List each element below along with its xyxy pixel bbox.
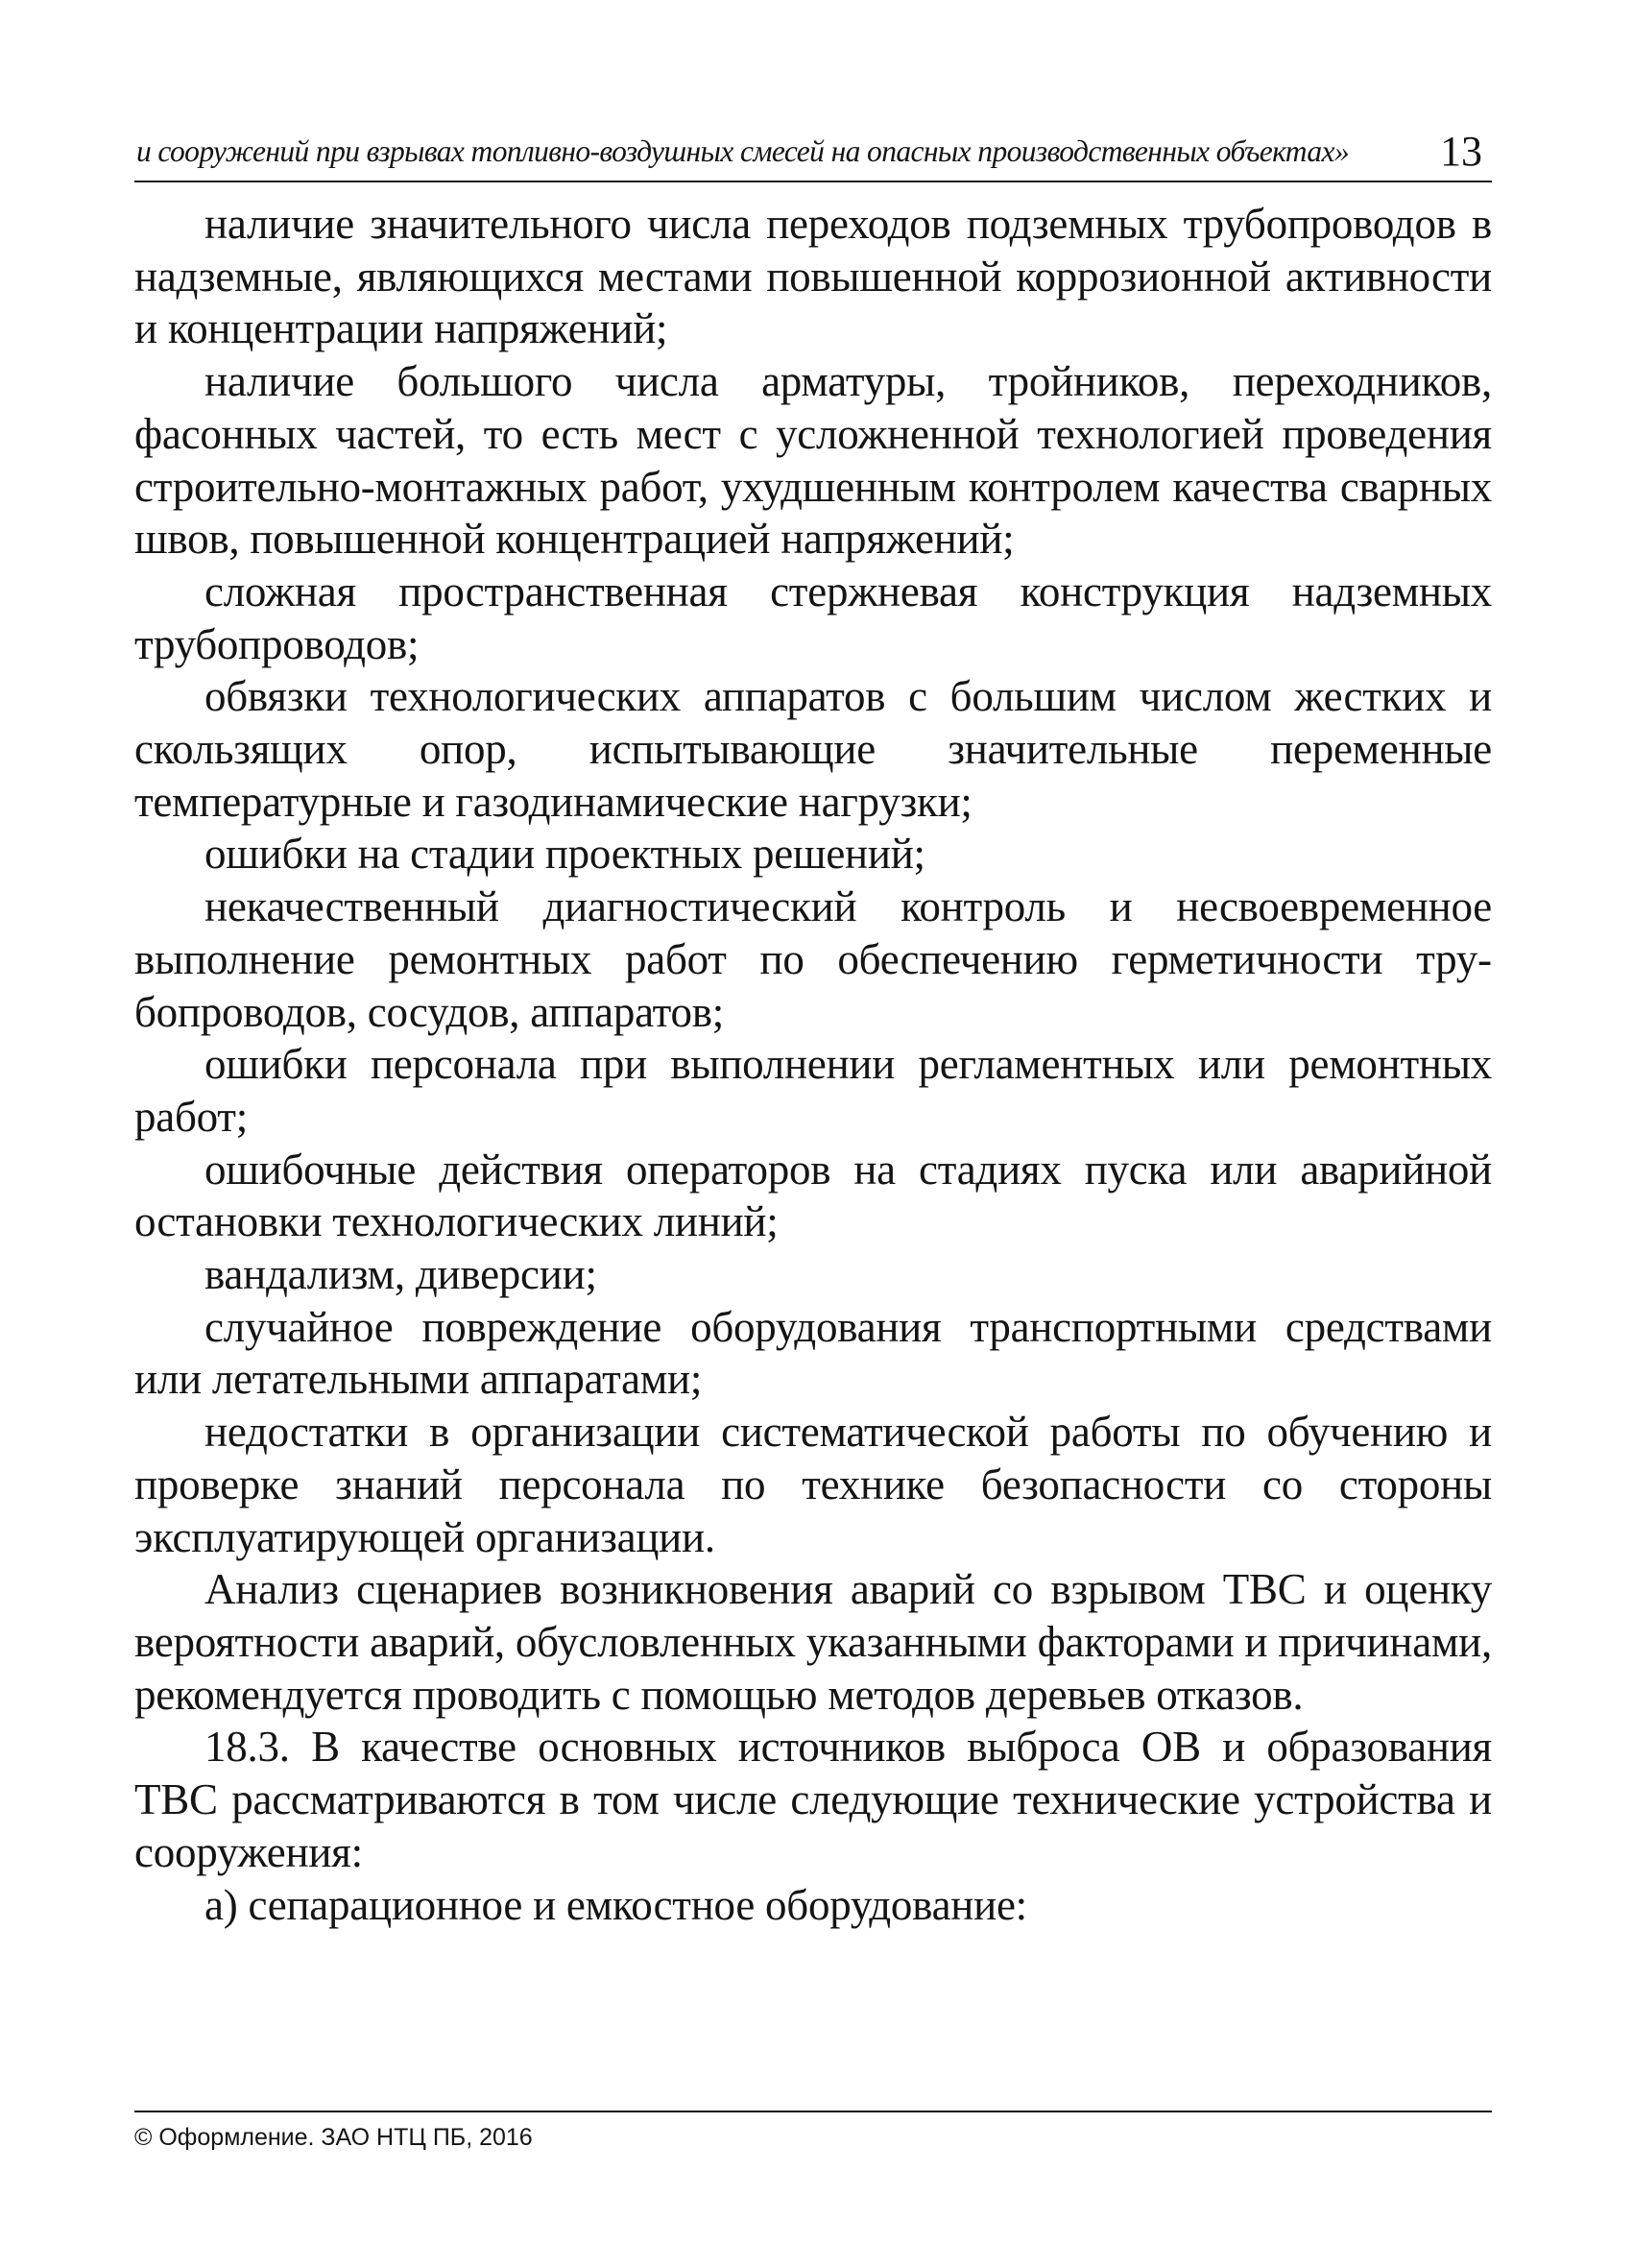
paragraph: а) сепарационное и емкостное оборудование: bbox=[204, 1880, 1027, 1929]
paragraph: Анализ сценариев возникновения аварий со взрывом ТВС и оценку вероятности аварий, обусловленных указанными факторами и причинами, рекомендуется проводить с помощью методов деревьев отказов. bbox=[134, 1565, 1492, 1719]
paragraph: ошибки персонала при выполнении регламентных или ремонтных работ; bbox=[134, 1040, 1492, 1141]
paragraph: случайное повреждение оборудования транспортными средствами или летательными аппаратами; bbox=[134, 1302, 1492, 1404]
paragraph: сложная пространственная стержневая конструкция надземных трубопроводов; bbox=[134, 567, 1492, 668]
main-text bbox=[134, 198, 1492, 1931]
footer-divider bbox=[134, 2111, 1492, 2112]
paragraph: 18.3. В качестве основных источников выброса ОВ и образования ТВС рассматриваются в том числе следующие технические устройства и сооружения: bbox=[134, 1723, 1492, 1876]
page-number: 13 bbox=[1440, 128, 1482, 175]
header-divider bbox=[134, 181, 1492, 182]
paragraph: некачественный диагностический контроль и несвоевременное выполнение ремонтных работ по обеспечению герметичности трубопроводов, сосудов, аппаратов; bbox=[134, 882, 1492, 1036]
paragraph: обвязки технологических аппаратов с большим числом жестких и скользящих опор, испытывающие значительные переменные температурные и газодинамические нагрузки; bbox=[134, 672, 1492, 826]
paragraph: наличие большого числа арматуры, тройников, переходников, фасонных частей, то есть мест с усложненной технологией проведения строительно-монтажных работ, ухудшенным контролем качества сварных швов, повышенной концентрацией напряжений; bbox=[134, 357, 1492, 564]
paragraph: недостатки в организации систематической работы по обучению и проверке знаний персонала по технике безопасности со стороны эксплуатирующей организации. bbox=[134, 1408, 1492, 1561]
copyright-notice: © Оформление. ЗАО НТЦ ПБ, 2016 bbox=[134, 2124, 533, 2151]
paragraph: ошибочные действия операторов на стадиях пуска или аварийной остановки технологических линий; bbox=[134, 1145, 1492, 1246]
paragraph: наличие значительного числа переходов подземных трубопроводов в надземные, являющихся местами повышенной коррозионной активности и концентрации напряжений; bbox=[134, 200, 1492, 353]
paragraph: вандализм, диверсии; bbox=[204, 1250, 597, 1299]
running-title: и сооружений при взрывах топливно-воздушных смесей на опасных производственных объектах» bbox=[136, 134, 1350, 168]
paragraph: ошибки на стадии проектных решений; bbox=[204, 830, 925, 879]
page-header bbox=[134, 123, 1492, 182]
